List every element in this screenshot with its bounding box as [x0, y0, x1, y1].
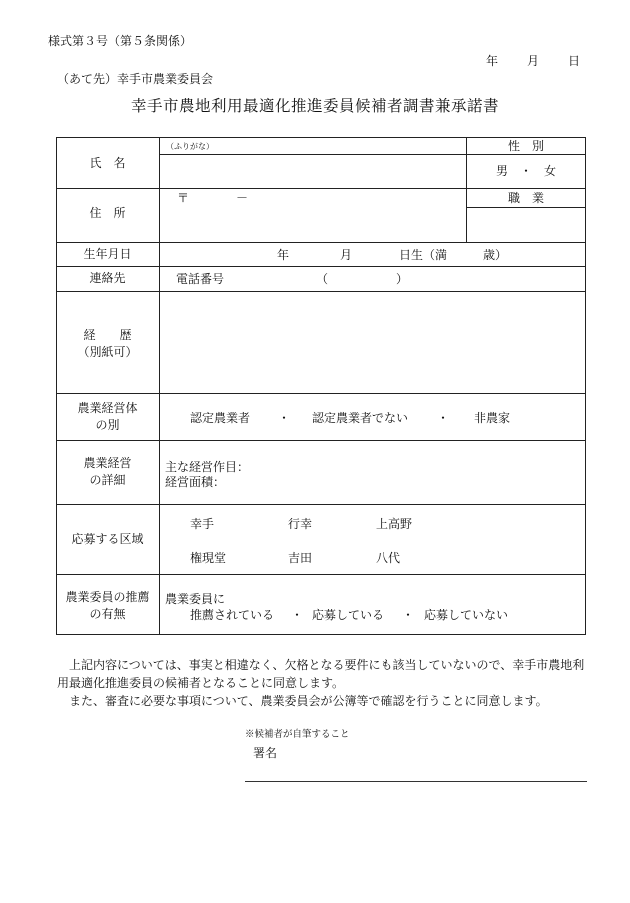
separator-dot: ・	[278, 411, 291, 425]
postal-dash: －	[236, 191, 249, 205]
birth-year-label: 年	[277, 248, 290, 262]
signature-label: 署名	[253, 746, 278, 760]
region-option[interactable]: 八代	[376, 551, 401, 565]
contact-label: 連絡先	[89, 271, 126, 285]
region-option[interactable]: 上高野	[376, 517, 413, 531]
furigana-line	[159, 154, 466, 155]
history-label: 経 歴	[83, 328, 132, 342]
occupation-header-line	[466, 207, 586, 208]
postal-mark: 〒	[177, 191, 190, 205]
separator-dot: ・	[402, 608, 415, 622]
birth-month-label: 月	[340, 248, 353, 262]
row-line-contact	[56, 291, 586, 292]
furigana-label: （ふりがな）	[166, 142, 214, 151]
date-year-label: 年	[486, 54, 499, 68]
phone-label: 電話番号	[176, 272, 225, 286]
region-option[interactable]: 幸手	[190, 517, 215, 531]
separator-dot: ・	[437, 411, 450, 425]
addressee: （あて先）幸手市農業委員会	[57, 72, 214, 86]
history-sub-label: （別紙可）	[77, 345, 138, 359]
document-title: 幸手市農地利用最適化推進委員候補者調書兼承諾書	[130, 97, 499, 115]
birth-day-label: 日生（満	[399, 248, 448, 262]
option-not-certified[interactable]: 認定農業者でない	[312, 411, 409, 425]
farm-type-label-2: の別	[95, 418, 120, 432]
form-number: 様式第３号（第５条関係）	[48, 34, 193, 48]
recommendation-intro: 農業委員に	[165, 592, 226, 606]
region-option[interactable]: 権現堂	[190, 551, 227, 565]
address-label: 住 所	[89, 206, 126, 220]
gender-label: 性 別	[507, 139, 544, 153]
signature-line[interactable]	[245, 781, 587, 782]
statement-paragraph-2: また、審査に必要な事項について、農業委員会が公簿等で確認を行うことに同意します。	[69, 694, 548, 708]
option-non-farmer[interactable]: 非農家	[474, 411, 511, 425]
farm-detail-label: 農業経営	[83, 456, 132, 470]
phone-paren-open: （	[316, 272, 329, 286]
gender-options[interactable]: 男 ・ 女	[495, 164, 556, 178]
row-line-address	[56, 242, 586, 243]
main-crops-label: 主な経営作目：	[165, 460, 250, 474]
birth-age-label: 歳）	[483, 248, 508, 262]
separator-dot: ・	[291, 608, 304, 622]
row-line-history	[56, 393, 586, 394]
row-line-name	[56, 188, 586, 189]
name-label: 氏 名	[89, 156, 126, 170]
consent-statement	[57, 656, 593, 710]
row-line-region	[56, 574, 586, 575]
label-column-divider	[159, 137, 160, 635]
statement-paragraph-1: 上記内容については、事実と相違なく、欠格となる要件にも該当していないので、幸手市農地利用最適化推進委員の候補者となることに同意します。	[57, 658, 585, 690]
phone-paren-close: ）	[396, 272, 409, 286]
farm-detail-label-2: の詳細	[89, 473, 126, 487]
recommendation-label: 農業委員の推薦	[65, 590, 150, 604]
option-applying[interactable]: 応募している	[312, 608, 385, 622]
region-label: 応募する区域	[71, 532, 144, 546]
region-option[interactable]: 吉田	[288, 551, 313, 565]
option-certified-farmer[interactable]: 認定農業者	[190, 411, 251, 425]
option-recommended[interactable]: 推薦されている	[190, 608, 275, 622]
row-line-birth	[56, 266, 586, 267]
date-day-label: 日	[568, 54, 581, 68]
birth-date-label: 生年月日	[83, 247, 132, 261]
row-line-farm-detail	[56, 504, 586, 505]
date-month-label: 月	[527, 54, 540, 68]
farm-type-label: 農業経営体	[77, 401, 138, 415]
signature-note: ※候補者が自筆すること	[245, 729, 350, 740]
recommendation-label-2: の有無	[89, 607, 126, 621]
region-option[interactable]: 行幸	[288, 517, 313, 531]
farm-area-label: 経営面積：	[165, 475, 226, 489]
row-line-farm-type	[56, 440, 586, 441]
occupation-label: 職 業	[507, 191, 544, 205]
option-not-applying[interactable]: 応募していない	[424, 608, 509, 622]
